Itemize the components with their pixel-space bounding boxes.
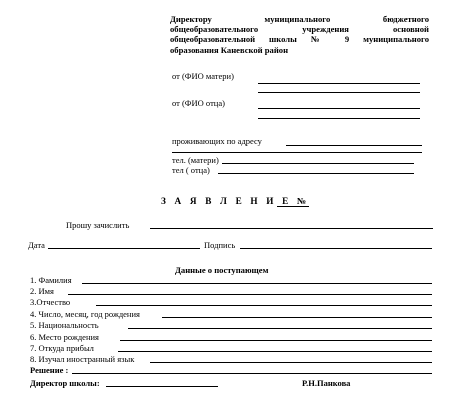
enroll-request-line[interactable] bbox=[150, 228, 433, 229]
addressee-line-2: общеобразовательного учреждения основной bbox=[170, 24, 429, 35]
phone-father-line[interactable] bbox=[218, 173, 414, 174]
from-father-line-1[interactable] bbox=[258, 108, 420, 109]
statement-number-line[interactable] bbox=[277, 206, 309, 207]
from-father-label: от (ФИО отца) bbox=[172, 98, 225, 108]
addressee-line-1: Директору муниципального бюджетного bbox=[170, 14, 429, 24]
field-origin-label: 7. Откуда прибыл bbox=[30, 343, 94, 353]
field-foreign-language-line[interactable] bbox=[150, 362, 432, 363]
date-line[interactable] bbox=[48, 248, 200, 249]
from-mother-label: от (ФИО матери) bbox=[172, 71, 234, 81]
director-name: Р.Н.Панкова bbox=[302, 378, 351, 388]
field-birthdate-label: 4. Число, месяц, год рождения bbox=[30, 309, 140, 319]
field-patronymic-label: 3.Отчество bbox=[30, 297, 71, 307]
statement-title: З А Я В Л Е Н И Е № bbox=[161, 196, 310, 206]
enroll-request-label: Прошу зачислить bbox=[66, 220, 130, 230]
field-birthplace-label: 6. Место рождения bbox=[30, 332, 99, 342]
field-surname-label: 1. Фамилия bbox=[30, 275, 72, 285]
from-father-line-2[interactable] bbox=[258, 118, 420, 119]
address-line-2[interactable] bbox=[172, 152, 422, 153]
from-mother-line-2[interactable] bbox=[258, 92, 420, 93]
field-foreign-language-label: 8. Изучал иностранный язык bbox=[30, 354, 135, 364]
addressee-line-4: образования Каневской район bbox=[170, 44, 289, 55]
field-nationality-line[interactable] bbox=[128, 328, 432, 329]
field-name-label: 2. Имя bbox=[30, 286, 54, 296]
director-signature-line[interactable] bbox=[106, 386, 218, 387]
phone-mother-line[interactable] bbox=[222, 163, 414, 164]
field-name-line[interactable] bbox=[68, 294, 432, 295]
addressee-line-3: общеобразовательной школы № 9 муниципального bbox=[170, 34, 429, 45]
applicant-section-title: Данные о поступающем bbox=[175, 265, 269, 275]
date-label: Дата bbox=[28, 240, 45, 250]
director-label: Директор школы: bbox=[30, 378, 100, 388]
from-mother-line-1[interactable] bbox=[258, 83, 420, 84]
field-birthplace-line[interactable] bbox=[120, 340, 432, 341]
field-nationality-label: 5. Национальность bbox=[30, 320, 99, 330]
decision-line[interactable] bbox=[72, 373, 432, 374]
field-birthdate-line[interactable] bbox=[162, 317, 432, 318]
signature-label: Подпись bbox=[204, 240, 236, 250]
decision-label: Решение : bbox=[30, 365, 69, 375]
signature-line[interactable] bbox=[240, 248, 432, 249]
addressee-block bbox=[170, 14, 429, 55]
field-origin-line[interactable] bbox=[118, 351, 432, 352]
address-line-1[interactable] bbox=[286, 145, 422, 146]
field-surname-line[interactable] bbox=[82, 283, 432, 284]
phone-mother-label: тел. (матери) bbox=[172, 155, 219, 165]
phone-father-label: тел ( отца) bbox=[172, 165, 210, 175]
field-patronymic-line[interactable] bbox=[96, 305, 432, 306]
address-label: проживающих по адресу bbox=[172, 136, 262, 146]
